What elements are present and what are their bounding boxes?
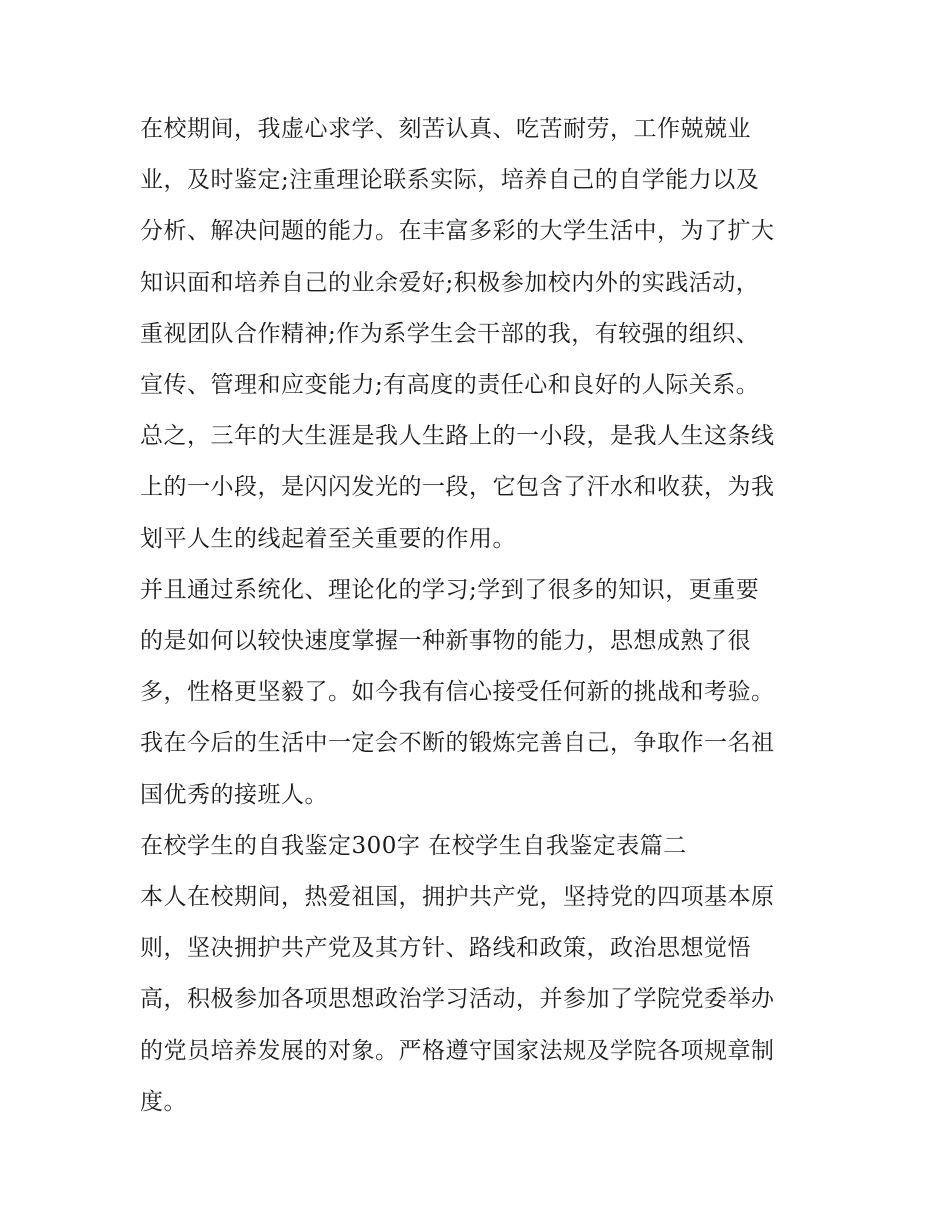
text-line: 国优秀的接班人。 xyxy=(140,781,328,808)
text-line: 的党员培养发展的对象。严格遵守国家法规及学院各项规章制 xyxy=(140,1037,775,1064)
section-heading xyxy=(140,821,820,872)
text-line: 划平人生的线起着至关重要的作用。 xyxy=(140,525,516,552)
text-line: 知识面和培养自己的业余爱好;积极参加校内外的实践活动， xyxy=(140,269,760,296)
section-title: 在校学生的自我鉴定300字 在校学生自我鉴定表篇二 xyxy=(140,832,687,859)
text-line: 高，积极参加各项思想政治学习活动，并参加了学院党委举办 xyxy=(140,986,775,1013)
text-line: 上的一小段，是闪闪发光的一段，它包含了汗水和收获，为我 xyxy=(140,474,775,501)
text-line: 总之，三年的大生涯是我人生路上的一小段，是我人生这条线 xyxy=(140,423,775,450)
text-line: 并且通过系统化、理论化的学习;学到了很多的知识，更重要 xyxy=(140,576,760,603)
text-line: 度。 xyxy=(140,1088,187,1115)
text-line: 本人在校期间，热爱祖国，拥护共产党，坚持党的四项基本原 xyxy=(140,884,775,911)
document-body xyxy=(140,104,820,1128)
text-line: 则，坚决拥护共产党及其方针、路线和政策，政治思想觉悟 xyxy=(140,935,751,962)
text-line: 在校期间，我虚心求学、刻苦认真、吃苦耐劳，工作兢兢业 xyxy=(140,116,751,142)
text-line: 分析、解决问题的能力。在丰富多彩的大学生活中，为了扩大 xyxy=(140,218,775,245)
text-line: 业，及时鉴定;注重理论联系实际，培养自己的自学能力以及 xyxy=(140,167,760,194)
paragraph-learning xyxy=(140,565,820,821)
paragraph-school-performance xyxy=(140,104,820,565)
text-line: 的是如何以较快速度掌握一种新事物的能力，思想成熟了很 xyxy=(140,628,751,655)
paragraph-political xyxy=(140,872,820,1128)
text-line: 宣传、管理和应变能力;有高度的责任心和良好的人际关系。 xyxy=(140,372,760,399)
text-line: 多，性格更坚毅了。如今我有信心接受任何新的挑战和考验。 xyxy=(140,679,775,706)
text-line: 重视团队合作精神;作为系学生会干部的我，有较强的组织、 xyxy=(140,320,760,347)
text-line: 我在今后的生活中一定会不断的锻炼完善自己，争取作一名祖 xyxy=(140,730,775,757)
